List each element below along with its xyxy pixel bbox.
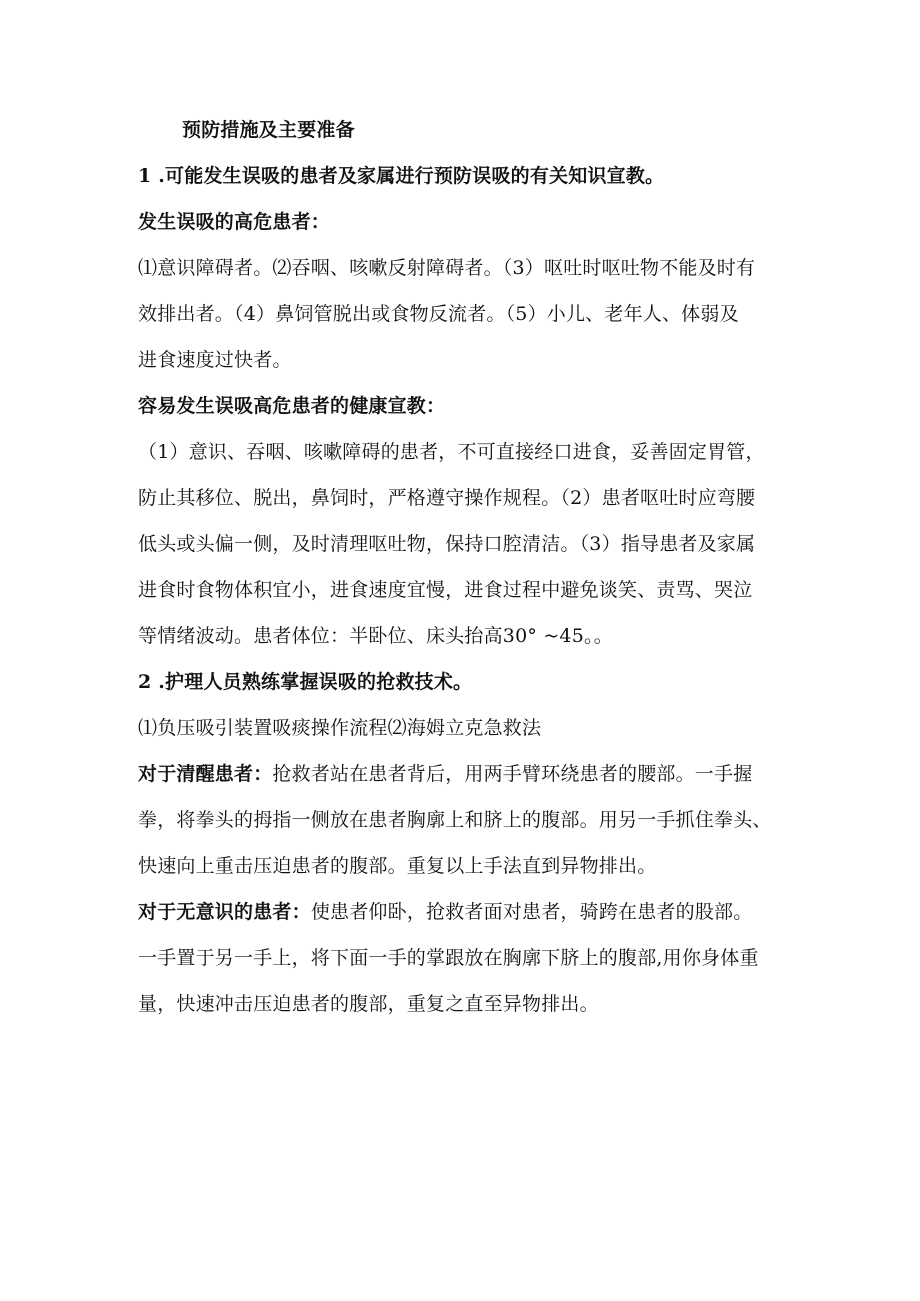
- rescue-methods-line: ⑴负压吸引装置吸痰操作流程⑵海姆立克急救法: [138, 717, 542, 739]
- unconscious-label: 对于无意识的患者：: [138, 901, 311, 923]
- education-paragraph: [138, 440, 830, 648]
- paragraph-line: （1）意识、吞咽、咳嗽障碍的患者，不可直接经口进食，妥善固定胃管，: [138, 441, 765, 463]
- conscious-label: 对于清醒患者：: [138, 763, 273, 785]
- paragraph-line: 一手置于另一手上，将下面一手的掌跟放在胸廓下脐上的腹部,用你身体重: [138, 947, 759, 969]
- conscious-paragraph: [138, 762, 830, 878]
- paragraph-line: ⑴意识障碍者。⑵吞咽、咳嗽反射障碍者。（3）呕吐时呕吐物不能及时有: [138, 257, 756, 279]
- paragraph-line: 量，快速冲击压迫患者的腹部，重复之直至异物排出。: [138, 993, 599, 1015]
- unconscious-paragraph: [138, 900, 830, 1016]
- subheading-high-risk: 发生误吸的高危患者：: [138, 211, 331, 233]
- heading-2: 2 .护理人员熟练掌握误吸的抢救技术。: [138, 671, 473, 693]
- paragraph-line: 等情绪波动。患者体位：半卧位、床头抬高30° ~45。。: [138, 625, 613, 647]
- conscious-text: 抢救者站在患者背后，用两手臂环绕患者的腰部。一手握: [272, 763, 753, 785]
- paragraph-line: 进食速度过快者。: [138, 349, 292, 371]
- document-title: 预防措施及主要准备: [182, 119, 355, 141]
- high-risk-paragraph: [138, 256, 830, 372]
- paragraph-line: 防止其移位、脱出，鼻饲时，严格遵守操作规程。（2）患者呕吐时应弯腰: [138, 487, 756, 509]
- subheading-education: 容易发生误吸高危患者的健康宣教：: [138, 395, 446, 417]
- unconscious-text: 使患者仰卧，抢救者面对患者，骑跨在患者的股部。: [310, 901, 753, 923]
- paragraph-line: 效排出者。（4）鼻饲管脱出或食物反流者。（5）小儿、老年人、体弱及: [138, 303, 739, 325]
- paragraph-line: [138, 900, 830, 924]
- paragraph-line: 进食时食物体积宜小，进食速度宜慢，进食过程中避免谈笑、责骂、哭泣: [138, 579, 753, 601]
- paragraph-line: [138, 762, 830, 786]
- heading-1: 1 .可能发生误吸的患者及家属进行预防误吸的有关知识宣教。: [138, 165, 665, 187]
- paragraph-line: 拳，将拳头的拇指一侧放在患者胸廓上和脐上的腹部。用另一手抓住拳头、: [138, 809, 772, 831]
- paragraph-line: 快速向上重击压迫患者的腹部。重复以上手法直到异物排出。: [138, 855, 657, 877]
- paragraph-line: 低头或头偏一侧，及时清理呕吐物，保持口腔清洁。（3）指导患者及家属: [138, 533, 756, 555]
